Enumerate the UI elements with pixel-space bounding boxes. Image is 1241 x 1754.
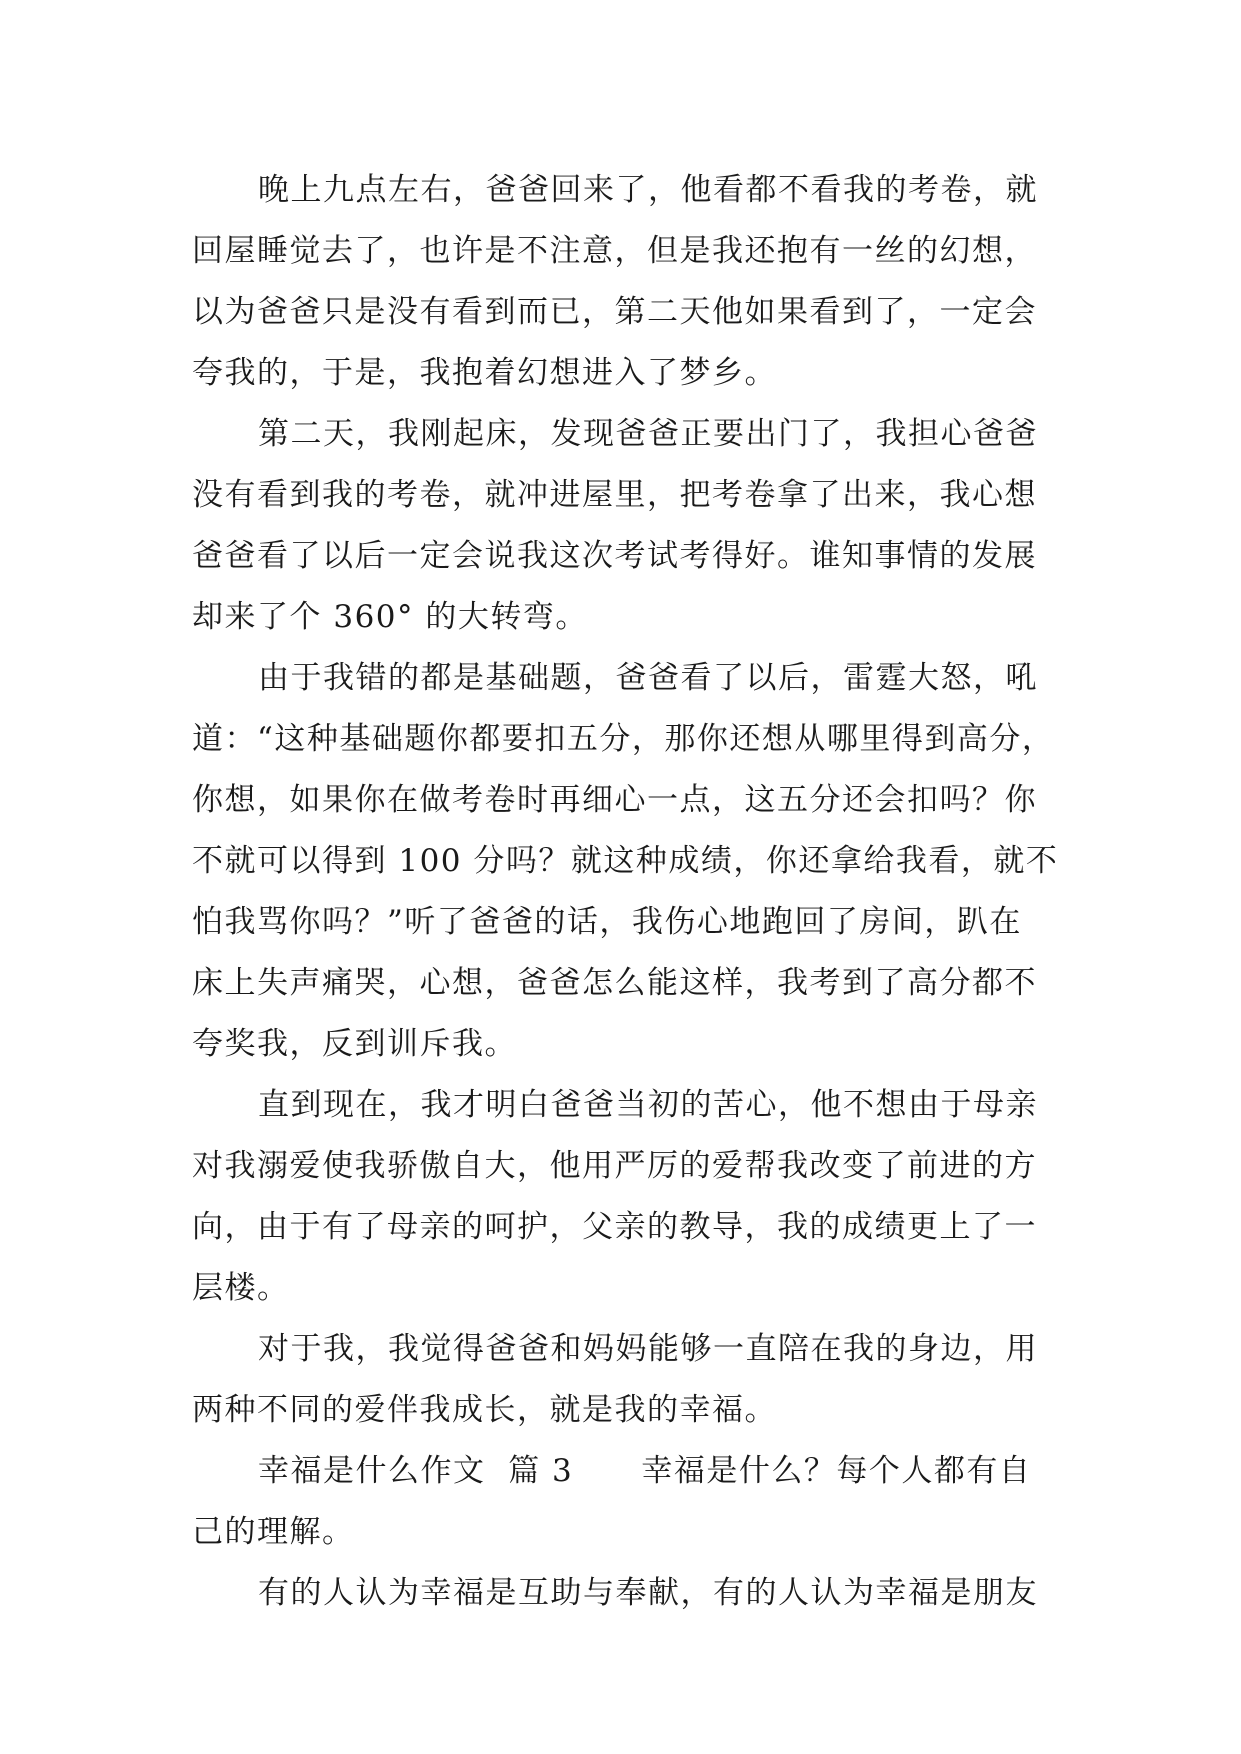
paragraph-line: 道：“这种基础题你都要扣五分，那你还想从哪里得到高分， bbox=[192, 721, 1055, 757]
paragraph-line: 对我溺爱使我骄傲自大，他用严厉的爱帮我改变了前进的方 bbox=[192, 1148, 1037, 1184]
paragraph-line: 床上失声痛哭，心想，爸爸怎么能这样，我考到了高分都不 bbox=[192, 965, 1037, 1001]
paragraph-line: 两种不同的爱伴我成长，就是我的幸福。 bbox=[192, 1392, 777, 1428]
paragraph-line: 由于我错的都是基础题，爸爸看了以后，雷霆大怒，吼 bbox=[258, 660, 1038, 696]
document-body bbox=[192, 160, 1072, 1624]
paragraph-line: 第二天，我刚起床，发现爸爸正要出门了，我担心爸爸 bbox=[258, 416, 1038, 452]
paragraph-line: 晚上九点左右，爸爸回来了，他看都不看我的考卷，就 bbox=[258, 172, 1038, 208]
paragraph-line: 夸我的，于是，我抱着幻想进入了梦乡。 bbox=[192, 355, 777, 391]
paragraph-line: 怕我骂你吗？”听了爸爸的话，我伤心地跑回了房间，趴在 bbox=[192, 904, 1022, 940]
paragraph-line: 不就可以得到 100 分吗？就这种成绩，你还拿给我看，就不 bbox=[192, 843, 1059, 879]
paragraph-line: 爸爸看了以后一定会说我这次考试考得好。谁知事情的发展 bbox=[192, 538, 1037, 574]
paragraph-line: 己的理解。 bbox=[192, 1514, 355, 1550]
paragraph-line: 层楼。 bbox=[192, 1270, 290, 1306]
paragraph-line: 回屋睡觉去了，也许是不注意，但是我还抱有一丝的幻想， bbox=[192, 233, 1037, 269]
paragraph-line: 有的人认为幸福是互助与奉献，有的人认为幸福是朋友 bbox=[258, 1575, 1038, 1611]
paragraph-line: 对于我，我觉得爸爸和妈妈能够一直陪在我的身边，用 bbox=[258, 1331, 1038, 1367]
paragraph-line: 却来了个 360° 的大转弯。 bbox=[192, 599, 588, 635]
section-heading-line: 幸福是什么作文 篇 3 幸福是什么？每个人都有自 bbox=[258, 1453, 1032, 1489]
paragraph-line: 夸奖我，反到训斥我。 bbox=[192, 1026, 517, 1062]
paragraph-line: 以为爸爸只是没有看到而已，第二天他如果看到了，一定会 bbox=[192, 294, 1037, 330]
paragraph-line: 直到现在，我才明白爸爸当初的苦心，他不想由于母亲 bbox=[258, 1087, 1038, 1123]
paragraph-line: 你想，如果你在做考卷时再细心一点，这五分还会扣吗？你 bbox=[192, 782, 1037, 818]
paragraph-line: 向，由于有了母亲的呵护，父亲的教导，我的成绩更上了一 bbox=[192, 1209, 1037, 1245]
paragraph-line: 没有看到我的考卷，就冲进屋里，把考卷拿了出来，我心想 bbox=[192, 477, 1037, 513]
